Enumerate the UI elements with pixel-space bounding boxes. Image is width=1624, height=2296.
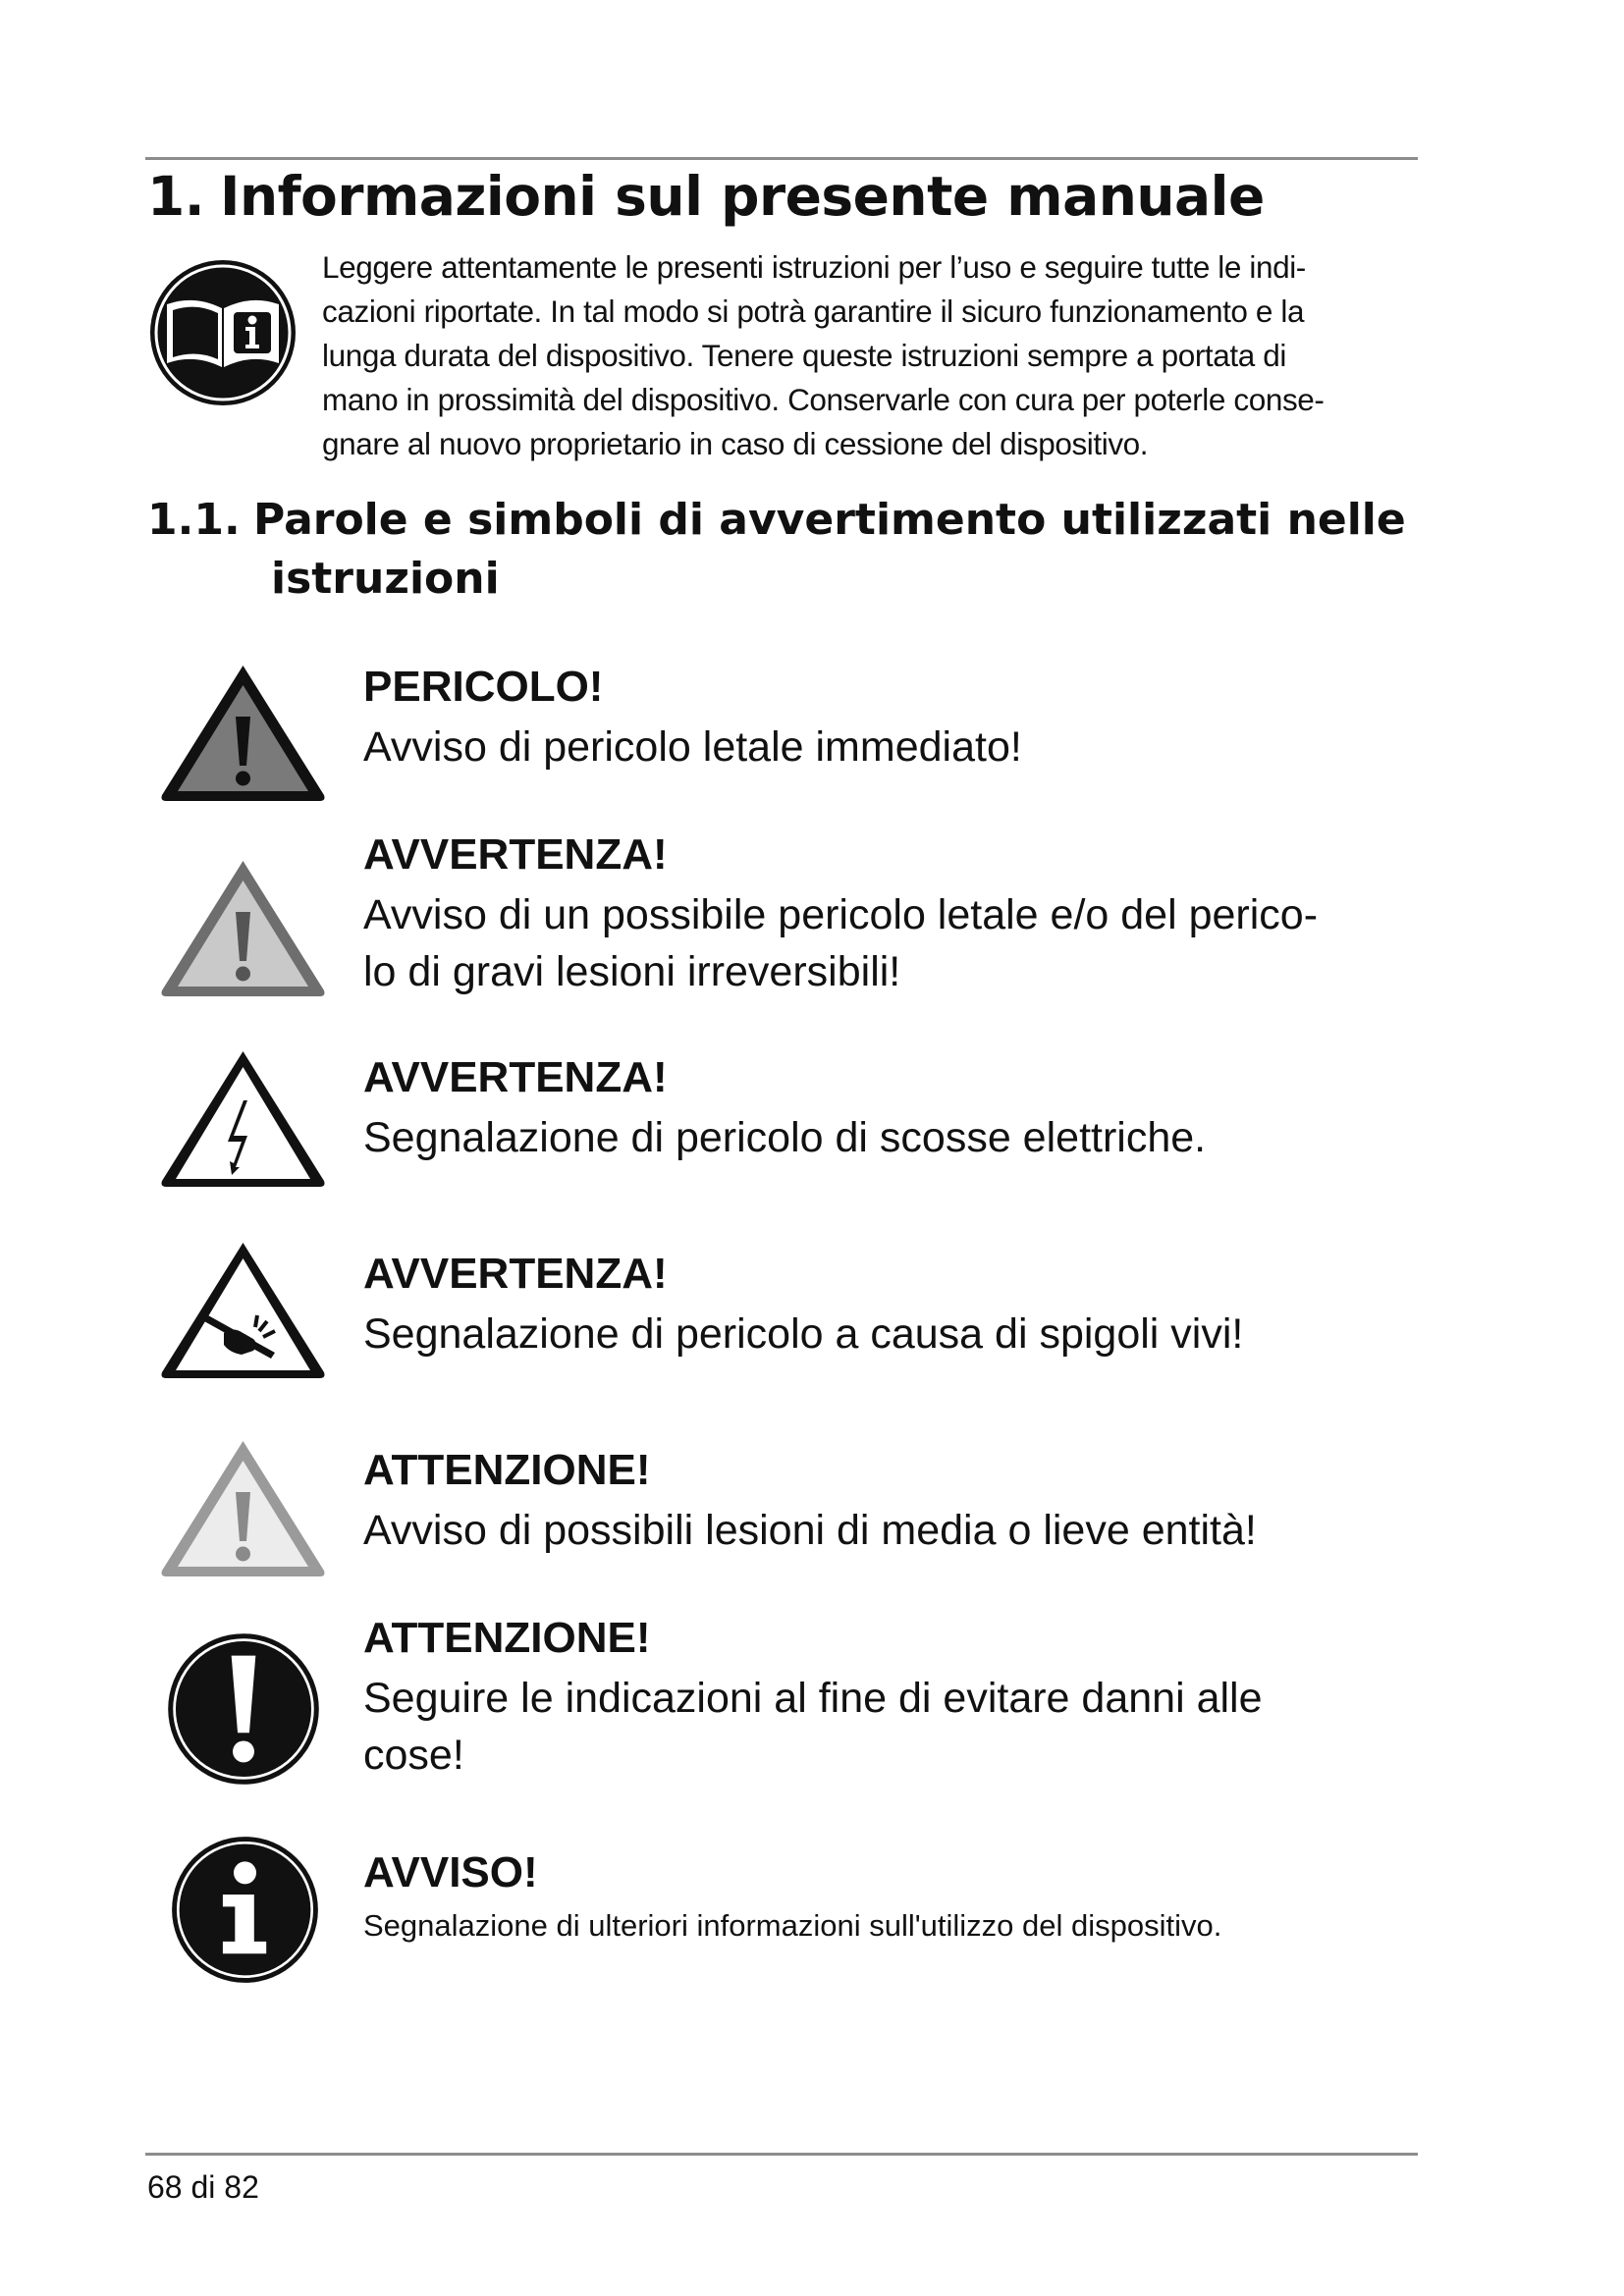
warning-description: Avviso di possibili lesioni di media o lieve entità! bbox=[363, 1507, 1257, 1554]
intro-line: lunga durata del dispositivo. Tenere queste istruzioni sempre a portata di bbox=[322, 338, 1286, 373]
warning-description: Segnalazione di pericolo a causa di spigoli vivi! bbox=[363, 1310, 1244, 1358]
read-manual-icon bbox=[147, 257, 298, 408]
electric-shock-icon bbox=[157, 1045, 329, 1193]
intro-line: gnare al nuovo proprietario in caso di cessione del dispositivo. bbox=[322, 426, 1149, 461]
page-title bbox=[147, 165, 1265, 228]
warning-label: AVVERTENZA! bbox=[363, 1250, 668, 1298]
intro-line: mano in prossimità del dispositivo. Conservarle con cura per poterle conse- bbox=[322, 382, 1325, 417]
subsection-title-line2: istruzioni bbox=[271, 554, 500, 604]
warning-label: AVVISO! bbox=[363, 1848, 538, 1896]
intro-line: cazioni riportate. In tal modo si potrà garantire il sicuro funzionamento e la bbox=[322, 294, 1305, 329]
intro-paragraph bbox=[322, 245, 1412, 466]
warning-description: Seguire le indicazioni al fine di evitare danni alle bbox=[363, 1675, 1263, 1722]
warning-label: AVVERTENZA! bbox=[363, 1053, 668, 1101]
warning-label: ATTENZIONE! bbox=[363, 1614, 651, 1662]
warning-label: ATTENZIONE! bbox=[363, 1446, 651, 1494]
warning-description: Avviso di un possibile pericolo letale e/o del perico- bbox=[363, 891, 1319, 938]
subsection-number: 1.1. bbox=[147, 495, 241, 545]
warning-description: Segnalazione di ulteriori informazioni sull'utilizzo del dispositivo. bbox=[363, 1908, 1222, 1943]
sharp-edges-icon bbox=[157, 1237, 329, 1384]
caution-triangle-icon bbox=[157, 1435, 329, 1582]
warning-description: cose! bbox=[363, 1732, 464, 1779]
warning-triangle-icon bbox=[157, 855, 329, 1002]
warning-label: AVVERTENZA! bbox=[363, 830, 668, 879]
bottom-divider bbox=[145, 2153, 1418, 2156]
intro-line: Leggere attentamente le presenti istruzioni per l’uso e seguire tutte le indi- bbox=[322, 249, 1306, 285]
warning-label: PERICOLO! bbox=[363, 663, 604, 711]
section-number: 1. bbox=[147, 165, 205, 228]
exclamation-circle-icon bbox=[165, 1630, 322, 1788]
info-circle-icon bbox=[169, 1834, 321, 1986]
warning-description: Avviso di pericolo letale immediato! bbox=[363, 723, 1022, 771]
subsection-title bbox=[147, 491, 1424, 609]
page-number: 68 di 82 bbox=[147, 2169, 259, 2205]
top-divider bbox=[145, 157, 1418, 160]
danger-triangle-icon bbox=[157, 660, 329, 807]
warning-description: lo di gravi lesioni irreversibili! bbox=[363, 948, 901, 995]
subsection-title-line1: Parole e simboli di avvertimento utilizzati nelle bbox=[253, 495, 1406, 545]
section-title: Informazioni sul presente manuale bbox=[220, 165, 1265, 228]
warning-description: Segnalazione di pericolo di scosse elettriche. bbox=[363, 1114, 1207, 1161]
